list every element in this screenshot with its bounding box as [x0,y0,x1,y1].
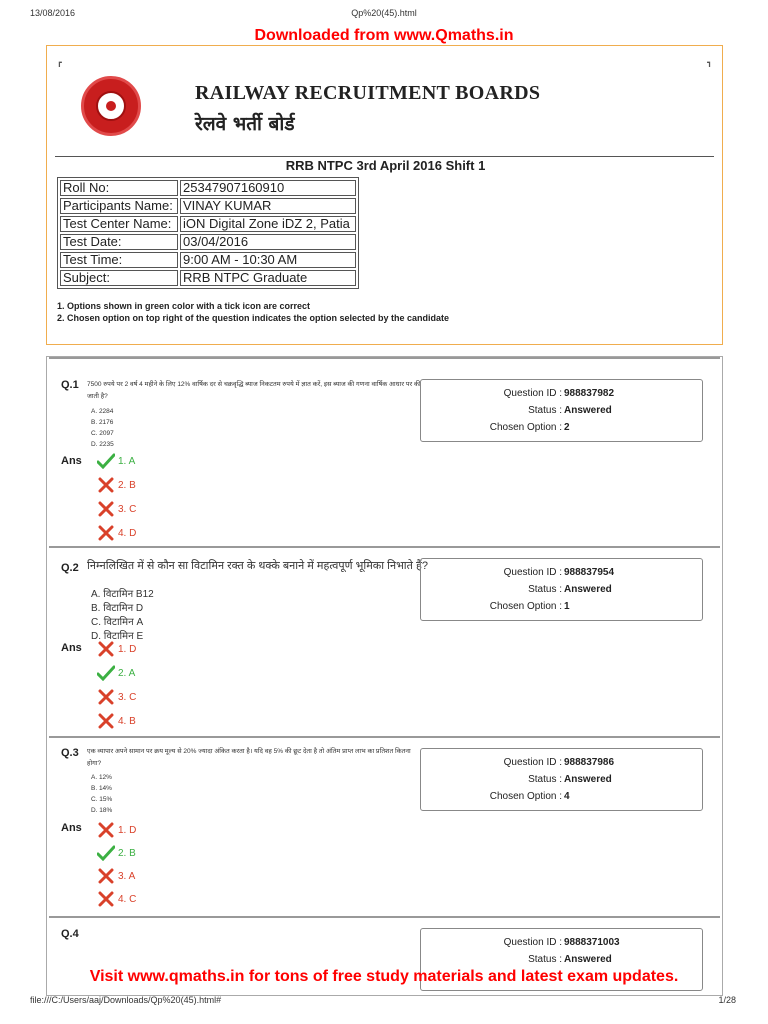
option-item: B. 2176 [91,419,114,426]
chosen-option: 2 [564,422,570,433]
print-file-path: file:///C:/Users/aaj/Downloads/Qp%20(45).html# [30,995,222,1005]
answer-text: 1. D [118,824,137,836]
option-item: A. विटामिन B12 [91,589,154,600]
print-file-title: Qp%20(45).html [351,8,417,18]
answer-text: 2. B [118,847,136,859]
answer-option [97,453,135,469]
cross-icon [97,713,115,729]
corner-mark-icon: ┏ [57,58,62,67]
question-card [49,740,720,918]
option-item: D. 2235 [91,441,114,448]
answer-text: 3. A [118,870,136,882]
download-banner[interactable]: Downloaded from www.Qmaths.in [254,27,514,44]
answer-text: 4. C [118,893,137,905]
option-item: C. विटामिन A [91,617,144,628]
status-value: Answered [564,774,612,785]
table-row [60,234,356,250]
status-value: Answered [564,405,612,416]
info-value: iON Digital Zone iDZ 2, Patia [180,216,356,232]
question-number: Q.4 [61,928,79,940]
answer-option [97,665,135,681]
info-value: RRB NTPC Graduate [180,270,356,286]
question-id: 988837982 [564,388,615,399]
cross-icon [97,641,115,657]
info-label: Roll No: [60,180,178,196]
meta-label: Status : [528,584,562,595]
cross-icon [97,477,115,493]
candidate-info-table [57,177,359,289]
question-options [91,406,114,450]
answer-option [97,501,136,517]
chosen-option: 4 [564,791,570,802]
check-icon [97,665,115,681]
question-meta [420,379,703,442]
meta-label: Question ID : [503,388,562,399]
option-item: B. विटामिन D [91,603,144,614]
answer-option [97,845,136,861]
status-value: Answered [564,584,612,595]
answer-text: 4. B [118,715,136,727]
question-id: 9888371003 [564,937,620,948]
answer-text: 2. B [118,479,136,491]
answer-text: 3. C [118,691,137,703]
meta-label: Question ID : [503,937,562,948]
answer-option [97,689,136,705]
info-value: 9:00 AM - 10:30 AM [180,252,356,268]
info-value: 25347907160910 [180,180,356,196]
meta-label: Chosen Option : [489,422,562,433]
meta-label: Status : [528,405,562,416]
option-item: C. 15% [91,796,113,803]
info-label: Participants Name: [60,198,178,214]
table-row [60,270,356,286]
chosen-option: 1 [564,601,570,612]
print-date: 13/08/2016 [30,8,76,18]
answer-option [97,477,136,493]
cross-icon [97,822,115,838]
page-counter: 1/28 [718,995,736,1005]
table-row [60,252,356,268]
indian-railways-logo-icon [81,76,141,136]
org-name-english: RAILWAY RECRUITMENT BOARDS [195,82,541,104]
meta-label: Question ID : [503,567,562,578]
promo-banner[interactable]: Visit www.qmaths.in for tons of free study materials and latest exam updates. [89,968,679,985]
info-label: Test Center Name: [60,216,178,232]
answer-text: 3. C [118,503,137,515]
meta-label: Question ID : [503,757,562,768]
answer-option [97,868,135,884]
answer-label: Ans [61,822,82,834]
note-line: 1. Options shown in green color with a tick icon are correct [57,301,311,311]
question-text: 7500 रुपये पर 2 वर्ष 4 महीने के लिए 12% वार्षिक दर से चक्रवृद्धि ब्याज निकटतम रुपये में ज्ञात करें, इस ब्याज की गणना वार्षिक आधार पर की जाती है? [87,381,421,400]
question-number: Q.1 [61,379,79,391]
meta-label: Chosen Option : [489,601,562,612]
answer-text: 2. A [118,667,136,679]
answer-option [97,641,136,657]
answer-text: 1. D [118,643,137,655]
cross-icon [97,868,115,884]
meta-label: Chosen Option : [489,791,562,802]
info-value: VINAY KUMAR [180,198,356,214]
question-meta [420,748,703,811]
info-label: Test Date: [60,234,178,250]
table-row [60,198,356,214]
answer-label: Ans [61,455,82,467]
answer-option [97,713,136,729]
question-card [49,550,720,738]
cross-icon [97,689,115,705]
question-id: 988837986 [564,757,615,768]
corner-mark-icon: ┓ [707,58,712,67]
question-card [49,357,720,548]
exam-header [46,45,723,345]
option-item: A. 2284 [91,408,114,415]
status-value: Answered [564,954,612,965]
instructions [57,300,449,324]
option-item: D. विटामिन E [91,631,144,642]
question-number: Q.2 [61,562,79,574]
question-options [91,772,112,816]
answer-option [97,891,136,907]
divider [55,156,714,157]
table-row [60,180,356,196]
answer-text: 1. A [118,455,136,467]
info-label: Test Time: [60,252,178,268]
info-label: Subject: [60,270,178,286]
question-options [91,588,154,644]
option-item: A. 12% [91,774,112,781]
check-icon [97,845,115,861]
org-name-hindi: रेलवे भर्ती बोर्ड [195,113,295,135]
option-item: C. 2097 [91,430,114,437]
question-text: एक व्यापार अपने सामान पर क्रय मूल्य से 20% ज्यादा अंकित करता है। यदि वह 5% की छूट देता है तो अंतिम प्राप्त लाभ का प्रतिशत कितना होगा? [87,748,411,767]
cross-icon [97,501,115,517]
option-item: D. 18% [91,807,113,814]
cross-icon [97,525,115,541]
answer-option [97,822,136,838]
table-row [60,216,356,232]
meta-label: Status : [528,954,562,965]
option-item: B. 14% [91,785,112,792]
meta-label: Status : [528,774,562,785]
question-text: निम्नलिखित में से कौन सा विटामिन रक्त के थक्के बनाने में महत्वपूर्ण भूमिका निभाते हैं? [87,560,428,572]
questions-panel [46,356,723,996]
note-line: 2. Chosen option on top right of the question indicates the option selected by the candidate [57,313,450,323]
cross-icon [97,891,115,907]
info-value: 03/04/2016 [180,234,356,250]
answer-label: Ans [61,642,82,654]
exam-title: RRB NTPC 3rd April 2016 Shift 1 [285,158,486,173]
question-id: 988837954 [564,567,615,578]
question-number: Q.3 [61,747,79,759]
question-meta [420,558,703,621]
answer-option [97,525,136,541]
answer-text: 4. D [118,527,137,539]
check-icon [97,453,115,469]
